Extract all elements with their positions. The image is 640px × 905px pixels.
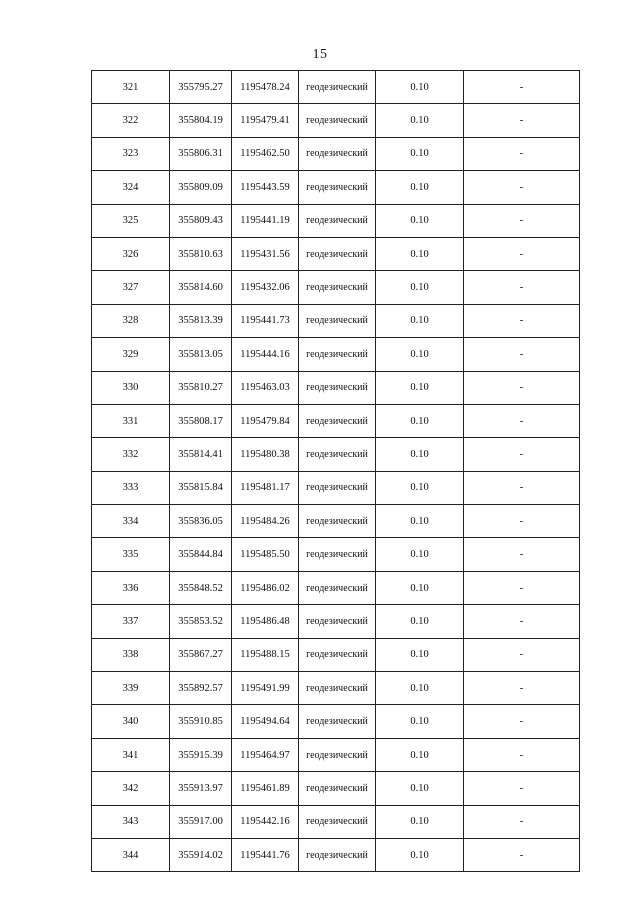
x-coordinate-cell: 355848.52 [170, 571, 232, 604]
x-coordinate-cell: 355915.39 [170, 738, 232, 771]
table-row [92, 805, 580, 838]
table-row [92, 705, 580, 738]
table-row [92, 371, 580, 404]
point-number-cell: 338 [92, 638, 170, 671]
point-number-cell: 344 [92, 838, 170, 871]
y-coordinate-cell: 1195479.84 [232, 404, 299, 437]
x-coordinate-cell: 355806.31 [170, 137, 232, 170]
y-coordinate-cell: 1195464.97 [232, 738, 299, 771]
note-cell: - [464, 171, 580, 204]
note-cell: - [464, 104, 580, 137]
point-number-cell: 321 [92, 71, 170, 104]
note-cell: - [464, 237, 580, 270]
table-row [92, 571, 580, 604]
x-coordinate-cell: 355813.39 [170, 304, 232, 337]
accuracy-cell: 0.10 [376, 638, 464, 671]
accuracy-cell: 0.10 [376, 571, 464, 604]
table-row [92, 304, 580, 337]
table-row [92, 638, 580, 671]
note-cell: - [464, 805, 580, 838]
method-cell: геодезический [299, 137, 376, 170]
note-cell: - [464, 538, 580, 571]
table-row [92, 171, 580, 204]
y-coordinate-cell: 1195484.26 [232, 505, 299, 538]
x-coordinate-cell: 355804.19 [170, 104, 232, 137]
y-coordinate-cell: 1195463.03 [232, 371, 299, 404]
note-cell: - [464, 371, 580, 404]
method-cell: геодезический [299, 438, 376, 471]
note-cell: - [464, 304, 580, 337]
table-row [92, 471, 580, 504]
method-cell: геодезический [299, 271, 376, 304]
y-coordinate-cell: 1195491.99 [232, 672, 299, 705]
point-number-cell: 339 [92, 672, 170, 705]
x-coordinate-cell: 355914.02 [170, 838, 232, 871]
table-row [92, 104, 580, 137]
point-number-cell: 324 [92, 171, 170, 204]
x-coordinate-cell: 355892.57 [170, 672, 232, 705]
method-cell: геодезический [299, 471, 376, 504]
x-coordinate-cell: 355853.52 [170, 605, 232, 638]
note-cell: - [464, 505, 580, 538]
note-cell: - [464, 672, 580, 705]
point-number-cell: 326 [92, 237, 170, 270]
coordinates-table [91, 70, 580, 872]
table-row [92, 137, 580, 170]
method-cell: геодезический [299, 204, 376, 237]
method-cell: геодезический [299, 304, 376, 337]
method-cell: геодезический [299, 338, 376, 371]
x-coordinate-cell: 355844.84 [170, 538, 232, 571]
method-cell: геодезический [299, 104, 376, 137]
table-row [92, 204, 580, 237]
accuracy-cell: 0.10 [376, 237, 464, 270]
accuracy-cell: 0.10 [376, 672, 464, 705]
point-number-cell: 328 [92, 304, 170, 337]
table-row [92, 404, 580, 437]
point-number-cell: 334 [92, 505, 170, 538]
y-coordinate-cell: 1195444.16 [232, 338, 299, 371]
table-row [92, 338, 580, 371]
x-coordinate-cell: 355910.85 [170, 705, 232, 738]
point-number-cell: 327 [92, 271, 170, 304]
table-row [92, 672, 580, 705]
accuracy-cell: 0.10 [376, 71, 464, 104]
table-row [92, 71, 580, 104]
accuracy-cell: 0.10 [376, 705, 464, 738]
note-cell: - [464, 404, 580, 437]
accuracy-cell: 0.10 [376, 605, 464, 638]
accuracy-cell: 0.10 [376, 371, 464, 404]
y-coordinate-cell: 1195441.19 [232, 204, 299, 237]
table-row [92, 271, 580, 304]
y-coordinate-cell: 1195486.02 [232, 571, 299, 604]
accuracy-cell: 0.10 [376, 805, 464, 838]
note-cell: - [464, 204, 580, 237]
note-cell: - [464, 338, 580, 371]
x-coordinate-cell: 355795.27 [170, 71, 232, 104]
x-coordinate-cell: 355814.60 [170, 271, 232, 304]
point-number-cell: 325 [92, 204, 170, 237]
coordinates-table-body [92, 71, 580, 872]
point-number-cell: 336 [92, 571, 170, 604]
point-number-cell: 341 [92, 738, 170, 771]
table-row [92, 605, 580, 638]
x-coordinate-cell: 355808.17 [170, 404, 232, 437]
note-cell: - [464, 605, 580, 638]
x-coordinate-cell: 355813.05 [170, 338, 232, 371]
method-cell: геодезический [299, 538, 376, 571]
method-cell: геодезический [299, 638, 376, 671]
y-coordinate-cell: 1195461.89 [232, 772, 299, 805]
y-coordinate-cell: 1195441.73 [232, 304, 299, 337]
y-coordinate-cell: 1195432.06 [232, 271, 299, 304]
y-coordinate-cell: 1195443.59 [232, 171, 299, 204]
table-row [92, 838, 580, 871]
x-coordinate-cell: 355867.27 [170, 638, 232, 671]
accuracy-cell: 0.10 [376, 538, 464, 571]
method-cell: геодезический [299, 838, 376, 871]
accuracy-cell: 0.10 [376, 505, 464, 538]
y-coordinate-cell: 1195442.16 [232, 805, 299, 838]
y-coordinate-cell: 1195486.48 [232, 605, 299, 638]
note-cell: - [464, 638, 580, 671]
method-cell: геодезический [299, 404, 376, 437]
accuracy-cell: 0.10 [376, 471, 464, 504]
accuracy-cell: 0.10 [376, 404, 464, 437]
point-number-cell: 322 [92, 104, 170, 137]
y-coordinate-cell: 1195488.15 [232, 638, 299, 671]
y-coordinate-cell: 1195494.64 [232, 705, 299, 738]
note-cell: - [464, 705, 580, 738]
y-coordinate-cell: 1195462.50 [232, 137, 299, 170]
method-cell: геодезический [299, 605, 376, 638]
y-coordinate-cell: 1195480.38 [232, 438, 299, 471]
accuracy-cell: 0.10 [376, 271, 464, 304]
table-row [92, 438, 580, 471]
x-coordinate-cell: 355814.41 [170, 438, 232, 471]
note-cell: - [464, 438, 580, 471]
point-number-cell: 329 [92, 338, 170, 371]
x-coordinate-cell: 355809.43 [170, 204, 232, 237]
accuracy-cell: 0.10 [376, 738, 464, 771]
x-coordinate-cell: 355913.97 [170, 772, 232, 805]
point-number-cell: 342 [92, 772, 170, 805]
table-row [92, 738, 580, 771]
point-number-cell: 343 [92, 805, 170, 838]
point-number-cell: 330 [92, 371, 170, 404]
x-coordinate-cell: 355810.27 [170, 371, 232, 404]
point-number-cell: 323 [92, 137, 170, 170]
x-coordinate-cell: 355815.84 [170, 471, 232, 504]
x-coordinate-cell: 355836.05 [170, 505, 232, 538]
x-coordinate-cell: 355809.09 [170, 171, 232, 204]
note-cell: - [464, 137, 580, 170]
table-row [92, 772, 580, 805]
method-cell: геодезический [299, 237, 376, 270]
accuracy-cell: 0.10 [376, 304, 464, 337]
method-cell: геодезический [299, 705, 376, 738]
note-cell: - [464, 71, 580, 104]
point-number-cell: 332 [92, 438, 170, 471]
accuracy-cell: 0.10 [376, 772, 464, 805]
y-coordinate-cell: 1195479.41 [232, 104, 299, 137]
x-coordinate-cell: 355917.00 [170, 805, 232, 838]
accuracy-cell: 0.10 [376, 438, 464, 471]
method-cell: геодезический [299, 805, 376, 838]
note-cell: - [464, 838, 580, 871]
accuracy-cell: 0.10 [376, 104, 464, 137]
method-cell: геодезический [299, 672, 376, 705]
point-number-cell: 335 [92, 538, 170, 571]
point-number-cell: 331 [92, 404, 170, 437]
method-cell: геодезический [299, 571, 376, 604]
y-coordinate-cell: 1195478.24 [232, 71, 299, 104]
method-cell: геодезический [299, 505, 376, 538]
accuracy-cell: 0.10 [376, 171, 464, 204]
table-row [92, 538, 580, 571]
y-coordinate-cell: 1195431.56 [232, 237, 299, 270]
method-cell: геодезический [299, 171, 376, 204]
note-cell: - [464, 271, 580, 304]
point-number-cell: 333 [92, 471, 170, 504]
table-row [92, 505, 580, 538]
method-cell: геодезический [299, 371, 376, 404]
method-cell: геодезический [299, 772, 376, 805]
table-row [92, 237, 580, 270]
y-coordinate-cell: 1195441.76 [232, 838, 299, 871]
accuracy-cell: 0.10 [376, 204, 464, 237]
method-cell: геодезический [299, 738, 376, 771]
note-cell: - [464, 772, 580, 805]
point-number-cell: 340 [92, 705, 170, 738]
note-cell: - [464, 471, 580, 504]
note-cell: - [464, 571, 580, 604]
method-cell: геодезический [299, 71, 376, 104]
accuracy-cell: 0.10 [376, 137, 464, 170]
x-coordinate-cell: 355810.63 [170, 237, 232, 270]
y-coordinate-cell: 1195481.17 [232, 471, 299, 504]
y-coordinate-cell: 1195485.50 [232, 538, 299, 571]
accuracy-cell: 0.10 [376, 338, 464, 371]
page-number: 15 [312, 47, 328, 62]
point-number-cell: 337 [92, 605, 170, 638]
accuracy-cell: 0.10 [376, 838, 464, 871]
note-cell: - [464, 738, 580, 771]
